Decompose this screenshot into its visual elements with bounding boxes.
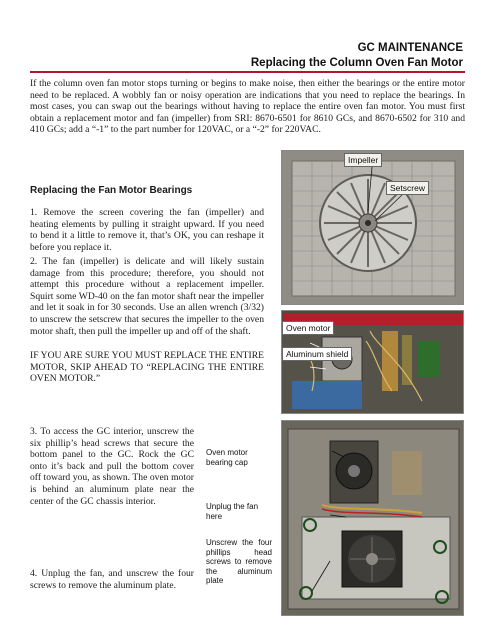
step-1-text: 1. Remove the screen covering the fan (impeller) and heating elements by pulling it straight upward. If you need to bend it a little to remove it, that’s OK, you can reshape it before you replace it.: [30, 207, 264, 253]
oven-interior-photo: [281, 150, 464, 305]
page-title: Replacing the Column Oven Fan Motor: [250, 57, 463, 69]
aluminum-shield-label-text: Aluminum shield: [286, 349, 349, 359]
section-title: GC MAINTENANCE: [357, 42, 463, 54]
step-2-text: 2. The fan (impeller) is delicate and will likely sustain damage from this procedure; therefore, you should not attempt this procedure without a replacement impeller. Squirt some WD-40 on the fan motor shaft near the impeller and let it soak in for 30 seconds. Use an allen wrench (3/32) to unscrew the setscrew that secures the impeller to the oven motor shaft, then pull the impeller up and off of the shaft.: [30, 256, 264, 337]
intro-paragraph: If the column oven fan motor stops turning or begins to make noise, then either the bearings or the entire motor need to be replaced. A wobbly fan or noisy operation are indications that you need to replace the bearings. In most cases, you can swap out the bearings without having to replace the entire oven fan motor. You must first obtain a replacement motor and fan (impeller) from SRI: 8670-6501 for 8610 GCs, and 8670-6502 for 310 and 410 GCs; add a “-1” to the part number for 120VAC, or a “-2” for 220VAC.: [30, 78, 465, 136]
underside-photo: [281, 420, 464, 616]
label-oven-motor: [282, 321, 334, 335]
step-3-text: 3. To access the GC interior, unscrew the six phillip’s head screws that secure the bottom panel to the GC. Rock the GC onto it’s back and pull the bottom cover off toward you, as shown. The oven motor is behind an aluminum plate near the center of the GC chassis interior.: [30, 426, 194, 507]
label-setscrew: Setscrew: [386, 181, 429, 195]
label-aluminum-shield: [282, 347, 352, 361]
caption-unplug-fan: Unplug the fan here: [206, 502, 259, 521]
warning-text: IF YOU ARE SURE YOU MUST REPLACE THE ENTIRE MOTOR, SKIP AHEAD TO “REPLACING THE ENTIRE OVEN MOTOR.”: [30, 350, 264, 385]
step-4-text: 4. Unplug the fan, and unscrew the four screws to remove the aluminum plate.: [30, 568, 194, 591]
label-impeller: Impeller: [344, 153, 382, 167]
subheading: Replacing the Fan Motor Bearings: [30, 185, 193, 196]
oven-motor-label-text: Oven motor: [286, 323, 331, 333]
chassis-photo: [281, 310, 464, 414]
caption-unscrew-plate: Unscrew the four phillips head screws to remove the aluminum plate: [206, 538, 272, 586]
caption-bearing-cap: Oven motor bearing cap: [206, 448, 248, 467]
header-divider: [30, 71, 465, 73]
